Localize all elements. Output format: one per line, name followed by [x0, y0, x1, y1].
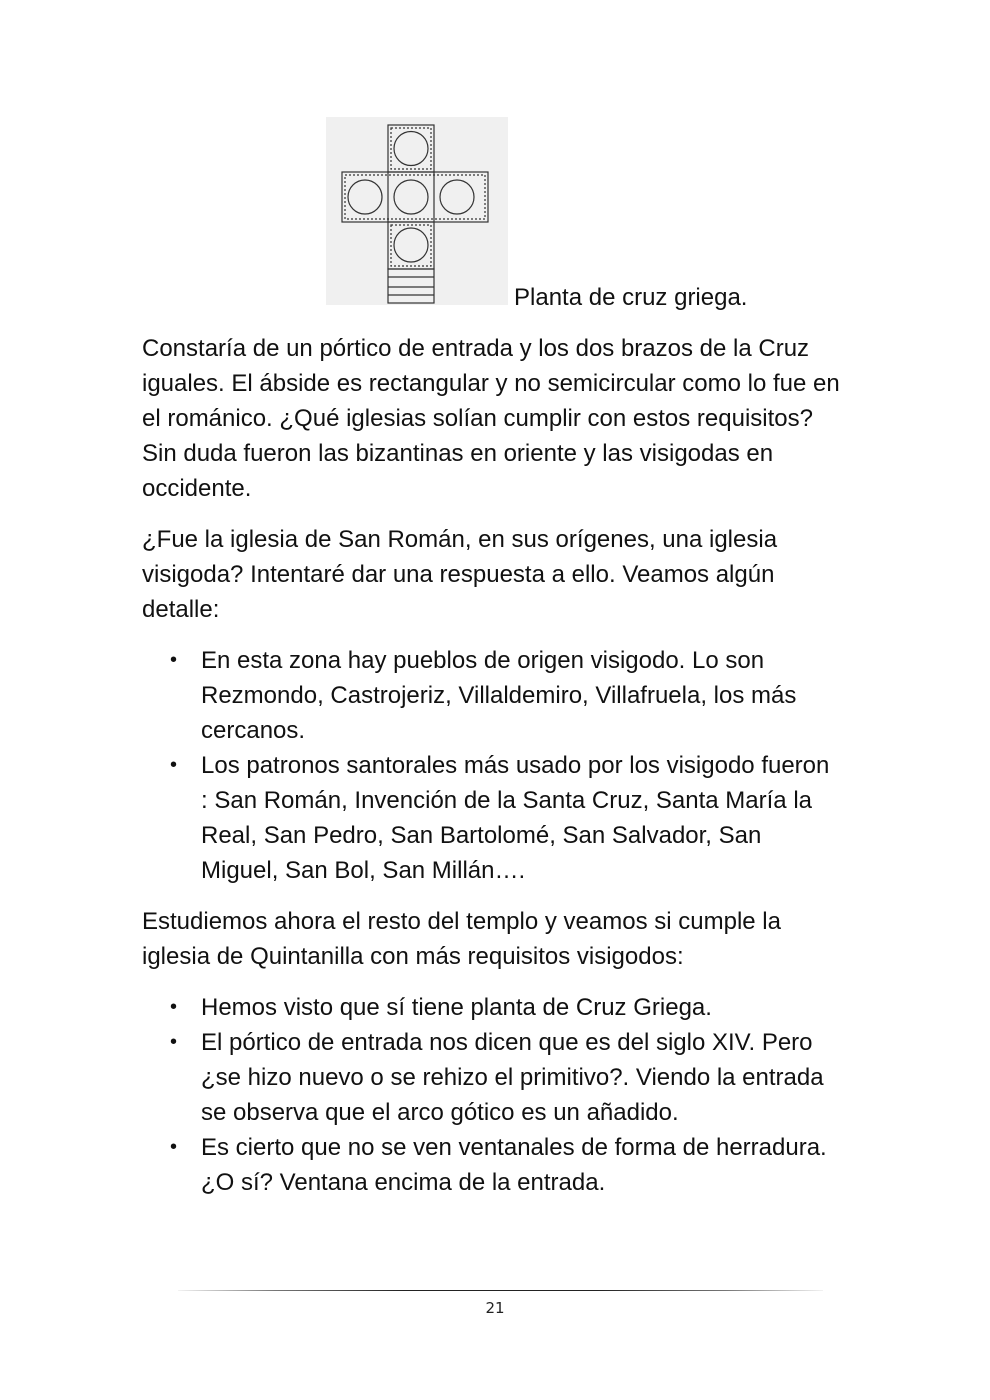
list-item-text: El pórtico de entrada nos dicen que es del siglo XIV. Pero ¿se hizo nuevo o se rehizo el primitivo?. Viendo la entrada se observa que el arco gótico es un añadido. — [201, 1029, 824, 1126]
paragraph: Estudiemos ahora el resto del templo y veamos si cumple la iglesia de Quintanilla con más requisitos visigodos: — [142, 908, 781, 970]
paragraph: Constaría de un pórtico de entrada y los dos brazos de la Cruz iguales. El ábside es rectangular y no semicircular como lo fue en el románico. ¿Qué iglesias solían cumplir con estos requisitos? Sin duda fueron las bizantinas en oriente y las visigodas en occidente. — [142, 335, 840, 502]
list-item-text: Es cierto que no se ven ventanales de forma de herradura. ¿O sí? Ventana encima de la entrada. — [201, 1134, 827, 1196]
greek-cross-floor-plan-image — [326, 117, 508, 305]
page-number: 21 — [485, 1299, 505, 1317]
list-item — [142, 990, 842, 1025]
list-item — [142, 643, 842, 748]
bullet-icon: • — [170, 1031, 178, 1053]
bullet-list — [142, 643, 842, 888]
paragraph: ¿Fue la iglesia de San Román, en sus orígenes, una iglesia visigoda? Intentaré dar una respuesta a ello. Veamos algún detalle: — [142, 526, 778, 623]
list-item — [142, 748, 842, 888]
bullet-icon: • — [170, 1136, 178, 1158]
list-item — [142, 1130, 842, 1200]
list-item-text: En esta zona hay pueblos de origen visigodo. Lo son Rezmondo, Castrojeriz, Villaldemiro, Villafruela, los más cercanos. — [201, 647, 797, 744]
figure-row — [326, 117, 826, 311]
page-body — [142, 331, 842, 1216]
bullet-list — [142, 990, 842, 1200]
bullet-icon: • — [170, 996, 178, 1018]
bullet-icon: • — [170, 649, 178, 671]
list-item-text: Los patronos santorales más usado por los visigodo fueron : San Román, Invención de la Santa Cruz, Santa María la Real, San Pedro, San Bartolomé, San Salvador, San Miguel, San Bol, San Millán…. — [201, 752, 830, 884]
list-item — [142, 1025, 842, 1130]
footer-divider — [178, 1290, 823, 1292]
list-item-text: Hemos visto que sí tiene planta de Cruz Griega. — [201, 994, 712, 1021]
bullet-icon: • — [170, 754, 178, 776]
figure-caption: Planta de cruz griega. — [514, 284, 748, 311]
